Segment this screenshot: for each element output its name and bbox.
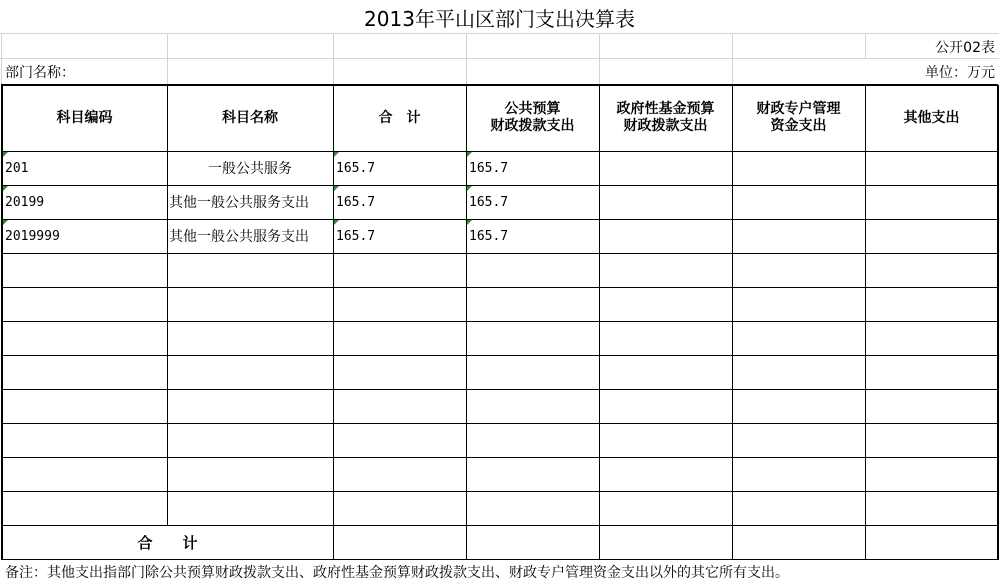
header-subject-name-text: 科目名称 <box>222 109 278 126</box>
header-fund-budget-line1: 政府性基金预算 <box>616 101 715 117</box>
row-line <box>1 287 998 288</box>
row-line <box>1 219 998 220</box>
footnote: 备注：其他支出指部门除公共预算财政拨款支出、政府性基金预算财政拨款支出、财政专户管理资金支出以外的其它所有支出。 <box>5 564 789 581</box>
row-line <box>1 84 998 86</box>
unit-label: 单位：万元 <box>925 64 995 81</box>
row-line <box>1 253 998 254</box>
total-row-label: 合 计 <box>137 533 198 552</box>
cell-name[interactable]: 其他一般公共服务支出 <box>169 195 309 211</box>
row-line <box>1 559 998 560</box>
faint-col-line <box>732 33 733 85</box>
department-name-label: 部门名称： <box>5 64 75 81</box>
row-line <box>1 491 998 492</box>
col-line <box>1 85 3 560</box>
row-line <box>1 185 998 186</box>
cell-name[interactable]: 一般公共服务 <box>208 161 292 177</box>
col-line <box>466 85 467 560</box>
faint-col-line <box>167 33 168 85</box>
cell-name[interactable]: 其他一般公共服务支出 <box>169 229 309 245</box>
header-special-account-line1: 财政专户管理 <box>756 101 841 117</box>
cell-code[interactable]: 201 <box>5 160 29 176</box>
header-total-text: 合 计 <box>378 109 421 126</box>
faint-row-line <box>0 58 999 59</box>
cell-total[interactable]: 165.7 <box>336 160 376 176</box>
faint-col-line <box>1 33 2 85</box>
faint-col-line <box>466 33 467 85</box>
faint-col-line <box>599 33 600 85</box>
cell-public-budget[interactable]: 165.7 <box>469 228 509 244</box>
row-line <box>1 389 998 390</box>
cell-public-budget[interactable]: 165.7 <box>469 194 509 210</box>
faint-col-line <box>333 33 334 85</box>
header-special-account-line2: 资金支出 <box>770 118 827 134</box>
form-code: 公开02表 <box>935 39 995 56</box>
header-fund-budget-line2: 财政拨款支出 <box>623 118 708 134</box>
col-line <box>333 85 334 560</box>
cell-code[interactable]: 2019999 <box>5 228 60 244</box>
cell-total[interactable]: 165.7 <box>336 228 376 244</box>
row-line <box>1 423 998 424</box>
row-line <box>1 355 998 356</box>
col-line <box>167 85 168 525</box>
col-line <box>599 85 600 560</box>
faint-row-line <box>0 33 999 34</box>
header-public-budget-line2: 财政拨款支出 <box>490 118 575 134</box>
cell-public-budget[interactable]: 165.7 <box>469 160 509 176</box>
faint-col-line <box>865 33 866 59</box>
row-line <box>1 525 998 526</box>
header-subject-code-text: 科目编码 <box>56 109 113 126</box>
cell-code[interactable]: 20199 <box>5 194 45 210</box>
cell-total[interactable]: 165.7 <box>336 194 376 210</box>
col-line <box>865 85 866 560</box>
row-line <box>1 151 998 152</box>
sheet-title: 2013年平山区部门支出决算表 <box>364 6 635 31</box>
header-public-budget-line1: 公共预算 <box>504 101 561 117</box>
row-line <box>1 457 998 458</box>
col-line <box>732 85 733 560</box>
row-line <box>1 321 998 322</box>
header-other-expenditure-text: 其他支出 <box>903 109 960 126</box>
